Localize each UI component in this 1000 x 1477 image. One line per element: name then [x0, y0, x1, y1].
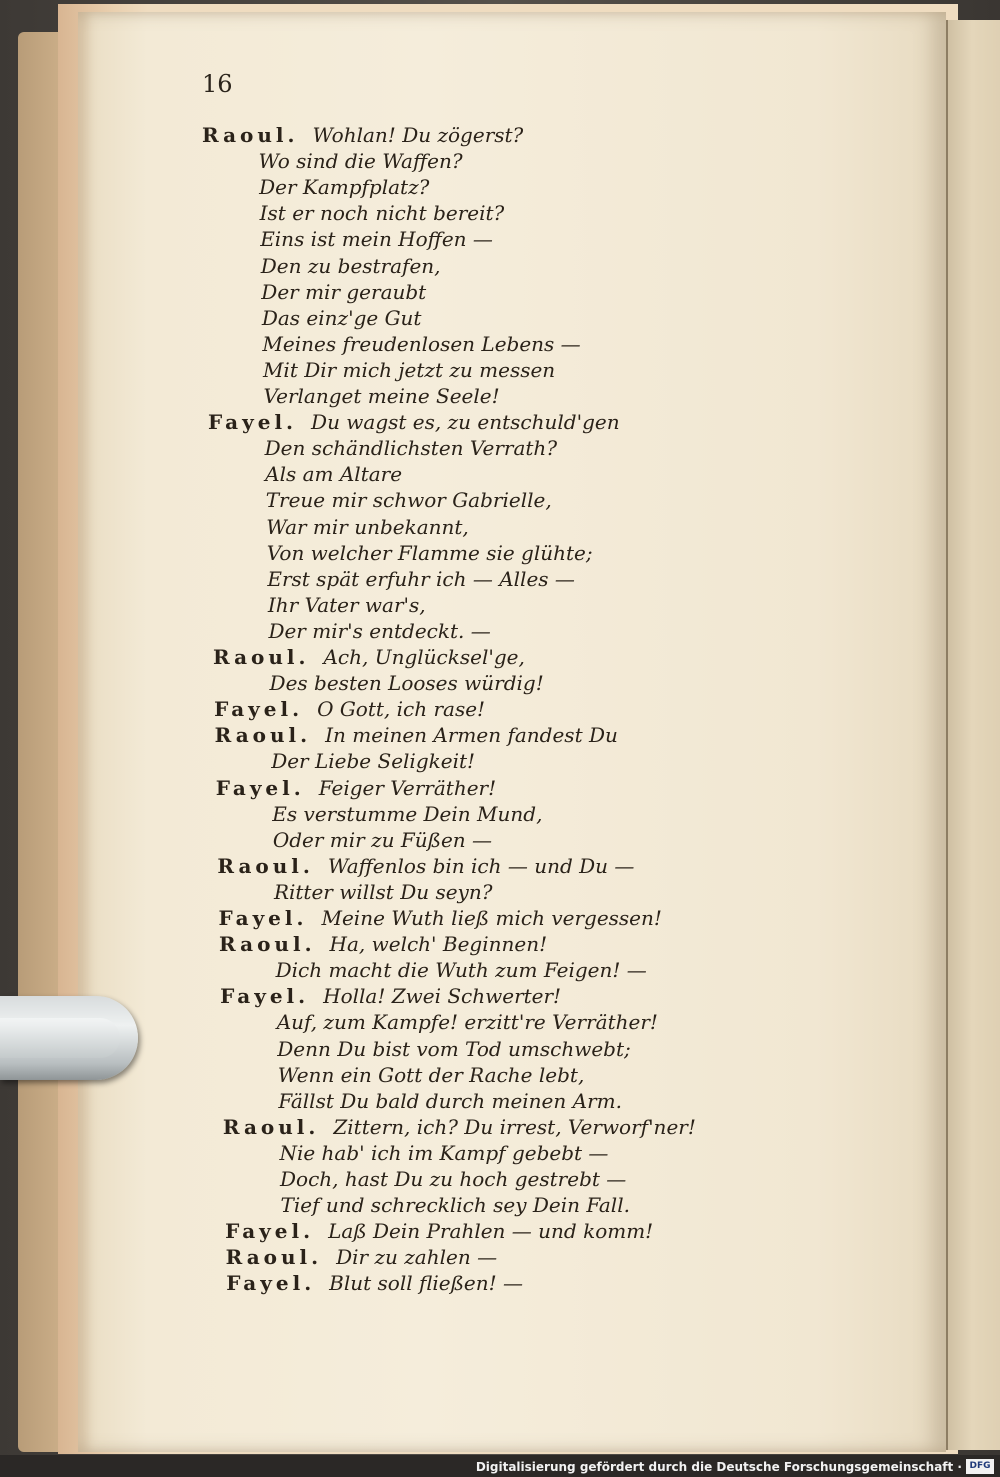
line-text: Oder mir zu Füßen — [272, 827, 493, 852]
speaker-name: Fayel. [208, 410, 298, 435]
text-line [259, 174, 429, 200]
text-line [259, 148, 463, 174]
line-text: Der mir's entdeckt. — [268, 618, 491, 643]
text-line [220, 983, 561, 1009]
line-text: Wohlan! Du zögerst? [312, 123, 524, 147]
line-text: Auf, zum Kampfe! erzitt're Verräther! [276, 1010, 658, 1035]
line-text: Holla! Zwei Schwerter! [323, 984, 562, 1009]
text-line [272, 801, 542, 827]
line-text: Meine Wuth ließ mich vergessen! [321, 906, 662, 930]
speaker-name: Fayel. [225, 1219, 315, 1244]
text-line [274, 879, 493, 905]
line-text: Den zu bestrafen, [260, 253, 441, 278]
text-line [262, 331, 580, 357]
line-text: Feiger Verräther! [318, 775, 497, 800]
line-text: Wenn ein Gott der Rache lebt, [277, 1062, 585, 1087]
text-line [280, 1166, 626, 1192]
line-text: Es verstumme Dein Mund, [272, 801, 543, 826]
line-text: O Gott, ich rase! [317, 697, 486, 722]
text-line [273, 827, 492, 853]
line-text: Eins ist mein Hoffen — [260, 227, 493, 252]
text-line [213, 644, 525, 670]
line-text: War mir unbekannt, [266, 514, 469, 539]
line-text: Dir zu zahlen — [336, 1245, 498, 1270]
text-line [265, 435, 557, 461]
text-line [223, 1114, 696, 1140]
text-line [277, 1036, 631, 1062]
text-line [260, 200, 505, 226]
speaker-name: Fayel. [215, 775, 305, 800]
line-text: Du wagst es, zu entschuld'gen [311, 410, 620, 435]
text-line [216, 775, 496, 801]
text-line [266, 487, 552, 513]
line-text: Der mir geraubt [261, 279, 427, 304]
line-text: Ha, welch' Beginnen! [329, 932, 548, 957]
text-line [260, 226, 493, 252]
text-line [262, 305, 422, 331]
line-text: Tief und schrecklich sey Dein Fall. [280, 1193, 630, 1218]
text-line [226, 1270, 523, 1296]
text-line [270, 670, 544, 696]
text-line [265, 461, 402, 487]
line-text: Ihr Vater war's, [267, 592, 426, 617]
line-text: Wo sind die Waffen? [258, 149, 463, 174]
text-line [225, 1218, 653, 1244]
text-line [219, 905, 662, 931]
speaker-name: Raoul. [214, 723, 312, 748]
line-text: Zittern, ich? Du irrest, Verworf'ner! [333, 1114, 696, 1139]
line-text: Von welcher Flamme sie glühte; [266, 540, 593, 565]
speaker-name: Raoul. [202, 123, 299, 147]
speaker-name: Raoul. [213, 645, 310, 669]
line-text: Ritter willst Du seyn? [273, 879, 493, 904]
line-text: Doch, hast Du zu hoch gestrebt — [280, 1167, 627, 1191]
text-line [261, 253, 441, 279]
page-clip-highlight [0, 1018, 120, 1058]
speaker-name: Raoul. [222, 1114, 320, 1139]
line-text: Dich macht die Wuth zum Feigen! — [275, 958, 647, 983]
page-number: 16 [202, 70, 233, 98]
speaker-name: Raoul. [217, 853, 314, 878]
text-line [214, 696, 485, 722]
text-line [215, 722, 618, 748]
text-line [267, 540, 593, 566]
line-text: Ach, Unglücksel'ge, [323, 645, 525, 669]
speaker-name: Fayel. [226, 1271, 316, 1296]
line-text: Das einz'ge Gut [261, 305, 422, 330]
text-line [279, 1140, 608, 1166]
dfg-logo: DFG [966, 1459, 994, 1474]
text-line [264, 383, 500, 409]
text-line [226, 1244, 497, 1270]
text-line [271, 748, 475, 774]
text-line [277, 1009, 658, 1035]
line-text: Verlanget meine Seele! [263, 384, 500, 408]
line-text: Erst spät erfuhr ich — Alles — [267, 566, 575, 591]
text-line [276, 957, 647, 983]
line-text: Ist er noch nicht bereit? [259, 201, 505, 226]
line-text: Treue mir schwor Gabrielle, [265, 488, 552, 513]
footer-bar [0, 1455, 1000, 1477]
line-text: Der Liebe Seligkeit! [271, 749, 476, 774]
line-text: Meines freudenlosen Lebens — [262, 331, 581, 356]
line-text: Nie hab' ich im Kampf gebebt — [279, 1140, 609, 1165]
speaker-name: Fayel. [214, 697, 304, 722]
text-line [268, 618, 490, 644]
text-line [267, 566, 575, 592]
text-line [219, 931, 547, 957]
text-line [278, 1062, 585, 1088]
speaker-name: Raoul. [225, 1245, 323, 1270]
line-text: Des besten Looses würdig! [269, 671, 544, 696]
line-text: Fällst Du bald durch meinen Arm. [278, 1088, 622, 1113]
line-text: Waffenlos bin ich — und Du — [327, 853, 635, 878]
text-line [217, 853, 634, 879]
text-line [208, 409, 620, 435]
text-line [202, 122, 523, 148]
text-line [266, 514, 469, 540]
line-text: Mit Dir mich jetzt zu messen [262, 357, 556, 382]
text-line [281, 1192, 630, 1218]
footer-credit: Digitalisierung gefördert durch die Deutsche Forschungsgemeinschaft · [475, 1460, 962, 1474]
text-line [268, 592, 426, 618]
speaker-name: Fayel. [218, 906, 308, 930]
line-text: Als am Altare [265, 462, 403, 487]
line-text: Laß Dein Prahlen — und komm! [328, 1219, 654, 1244]
line-text: Den schändlichsten Verrath? [264, 436, 558, 461]
speaker-name: Raoul. [219, 932, 316, 957]
line-text: In meinen Armen fandest Du [325, 723, 618, 748]
line-text: Denn Du bist vom Tod umschwebt; [277, 1036, 631, 1061]
line-text: Der Kampfplatz? [259, 175, 430, 200]
speaker-name: Fayel. [220, 984, 310, 1009]
text-line [278, 1088, 622, 1114]
line-text: Blut soll fließen! — [329, 1271, 524, 1296]
text-line [261, 279, 426, 305]
text-line [263, 357, 555, 383]
